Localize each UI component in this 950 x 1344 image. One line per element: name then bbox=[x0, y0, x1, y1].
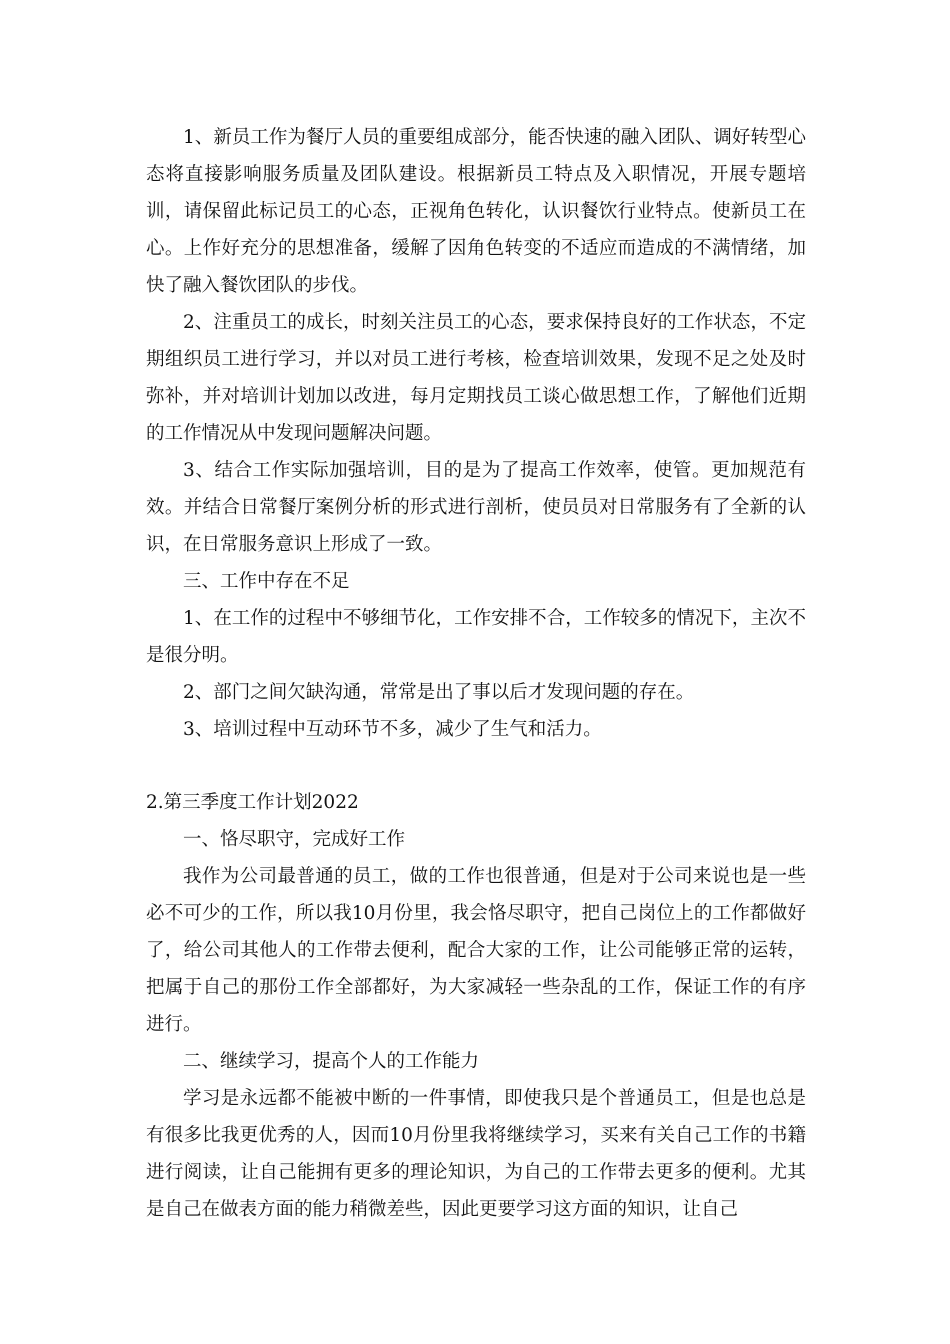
paragraph-training: 3、结合工作实际加强培训，目的是为了提高工作效率，使管。更加规范有效。并结合日常餐厅案例分析的形式进行剖析，使员员对日常服务有了全新的认识，在日常服务意识上形成了一致。 bbox=[146, 460, 806, 555]
paragraph-learning: 学习是永远都不能被中断的一件事情，即使我只是个普通员工，但是也总是有很多比我更优秀的人，因而10月份里我将继续学习，买来有关自己工作的书籍进行阅读，让自己能拥有更多的理论知识，为自己的工作带去更多的便利。尤其是自己在做表方面的能力稍微差些，因此更要学习这方面的知识，让自己 bbox=[146, 1088, 806, 1220]
paragraph-staff-growth: 2、注重员工的成长，时刻关注员工的心态，要求保持良好的工作状态，不定期组织员工进行学习，并以对员工进行考核，检查培训效果，发现不足之处及时弥补，并对培训计划加以改进，每月定期找员工谈心做思想工作，了解他们近期的工作情况从中发现问题解决问题。 bbox=[146, 312, 806, 444]
heading-learning: 二、继续学习，提高个人的工作能力 bbox=[183, 1051, 480, 1072]
heading-duty: 一、恪尽职守，完成好工作 bbox=[183, 829, 406, 850]
section-title: 2.第三季度工作计划2022 bbox=[146, 792, 359, 813]
paragraph-shortcoming-3: 3、培训过程中互动环节不多，减少了生气和活力。 bbox=[183, 719, 602, 740]
heading-shortcomings: 三、工作中存在不足 bbox=[183, 571, 350, 592]
paragraph-shortcoming-1: 1、在工作的过程中不够细节化，工作安排不合，工作较多的情况下，主次不是很分明。 bbox=[146, 608, 806, 666]
paragraph-new-staff: 1、新员工作为餐厅人员的重要组成部分，能否快速的融入团队、调好转型心态将直接影响服务质量及团队建设。根据新员工特点及入职情况，开展专题培训，请保留此标记员工的心态，正视角色转化，认识餐饮行业特点。使新员工在心。上作好充分的思想准备，缓解了因角色转变的不适应而造成的不满情绪，加快了融入餐饮团队的步伐。 bbox=[146, 127, 806, 296]
paragraph-duty: 我作为公司最普通的员工，做的工作也很普通，但是对于公司来说也是一些必不可少的工作，所以我10月份里，我会恪尽职守，把自己岗位上的工作都做好了，给公司其他人的工作带去便利，配合大家的工作，让公司能够正常的运转，把属于自己的那份工作全部都好，为大家减轻一些杂乱的工作，保证工作的有序进行。 bbox=[146, 866, 806, 1035]
paragraph-shortcoming-2: 2、部门之间欠缺沟通，常常是出了事以后才发现问题的存在。 bbox=[183, 682, 695, 703]
